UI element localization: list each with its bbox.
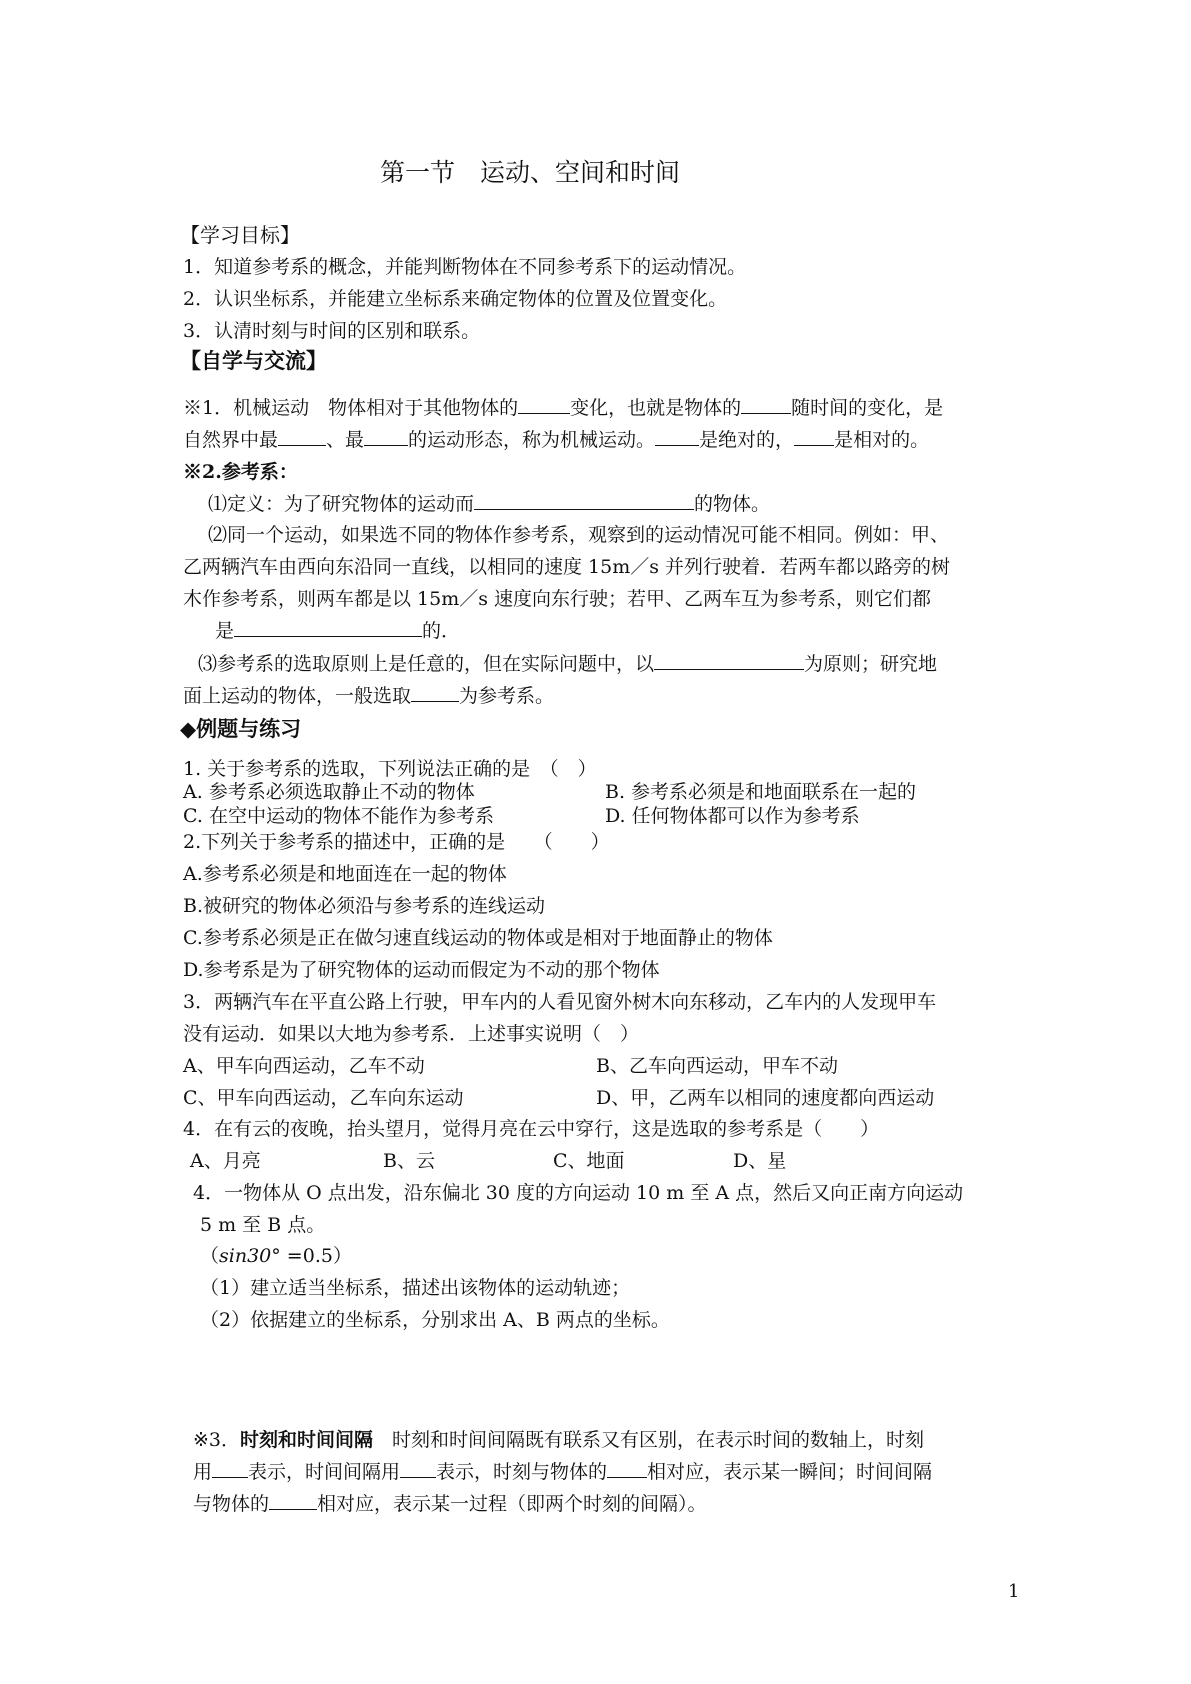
time-interval-line-3: 与物体的 相对应，表示某一过程（即两个时刻的间隔）。 [193, 1493, 707, 1515]
objective-item: 3．认清时刻与时间的区别和联系。 [183, 320, 481, 342]
option-a: A.参考系必须是和地面连在一起的物体 [183, 863, 507, 885]
sub-question: （1）建立适当坐标系，描述出该物体的运动轨迹； [200, 1277, 631, 1299]
question-stem: 2.下列关于参考系的描述中，正确的是 （ ） [183, 831, 610, 853]
objective-item: 1．知道参考系的概念，并能判断物体在不同参考系下的运动情况。 [183, 256, 747, 278]
option-a: A、甲车向西运动，乙车不动 [183, 1055, 425, 1077]
question-stem: 4．在有云的夜晚，抬头望月，觉得月亮在云中穿行，这是选取的参考系是（ ） [183, 1118, 880, 1140]
mechanical-motion-line-2: 自然界中最 、最 的运动形态，称为机械运动。 是绝对的， 是相对的。 [183, 429, 930, 451]
option-b: B、云 [383, 1150, 435, 1172]
question-stem: 5 m 至 B 点。 [200, 1214, 326, 1236]
option-c: C. 在空中运动的物体不能作为参考系 [183, 805, 494, 827]
fill-blank[interactable] [269, 1492, 317, 1510]
paragraph-line: ⑶参考系的选取原则上是任意的，但在实际问题中，以 为原则；研究地 [198, 653, 938, 675]
fill-blank[interactable] [741, 396, 791, 414]
option-c: C、甲车向西运动，乙车向东运动 [183, 1087, 464, 1109]
option-b: B、乙车向西运动，甲车不动 [596, 1055, 838, 1077]
time-interval-line-1: ※3．时刻和时间间隔 时刻和时间间隔既有联系又有区别，在表示时间的数轴上，时刻 [193, 1429, 925, 1451]
mechanical-motion-line-1: ※1．机械运动 物体相对于其他物体的 变化，也就是物体的 随时间的变化，是 [183, 397, 944, 419]
question-stem: 1. 关于参考系的选取，下列说法正确的是 （ ） [183, 758, 597, 780]
paragraph-line: 乙两辆汽车由西向东沿同一直线，以相同的速度 15m／s 并列行驶着．若两车都以路旁的树 [183, 556, 951, 578]
formula-note: （sin30° =0.5） [200, 1245, 352, 1267]
fill-blank[interactable] [278, 428, 326, 446]
fill-blank[interactable] [400, 1460, 436, 1478]
objective-item: 2．认识坐标系，并能建立坐标系来确定物体的位置及位置变化。 [183, 288, 728, 310]
page-number: 1 [1008, 1581, 1020, 1602]
option-a: A. 参考系必须选取静止不动的物体 [183, 781, 475, 803]
option-d: D.参考系是为了研究物体的运动而假定为不动的那个物体 [183, 959, 660, 981]
option-d: D. 任何物体都可以作为参考系 [605, 805, 860, 827]
fill-blank[interactable] [654, 652, 804, 670]
option-b: B. 参考系必须是和地面联系在一起的 [605, 781, 917, 803]
question-stem: 4．一物体从 O 点出发，沿东偏北 30 度的方向运动 10 m 至 A 点，然后又向正南方向运动 [193, 1182, 964, 1204]
fill-blank[interactable] [411, 684, 459, 702]
paragraph-line: ⑵同一个运动，如果选不同的物体作参考系，观察到的运动情况可能不相同。例如：甲、 [208, 524, 950, 546]
fill-blank[interactable] [234, 619, 422, 637]
sub-question: （2）依据建立的坐标系，分别求出 A、B 两点的坐标。 [200, 1309, 670, 1331]
option-d: D、星 [733, 1150, 787, 1172]
option-a: A、月亮 [190, 1150, 261, 1172]
objectives-heading: 【学习目标】 [180, 223, 300, 247]
fill-blank[interactable] [655, 428, 699, 446]
paragraph-line: 面上运动的物体，一般选取 为参考系。 [183, 685, 555, 707]
paragraph-line: 木作参考系，则两车都是以 15m／s 速度向东行驶；若甲、乙两车互为参考系，则它们都 [183, 588, 932, 610]
reference-frame-definition: ⑴定义：为了研究物体的运动而 的物体。 [208, 493, 771, 515]
question-stem: 没有运动．如果以大地为参考系．上述事实说明（ ） [183, 1023, 640, 1045]
fill-blank[interactable] [794, 428, 834, 446]
reference-frame-heading: ※2.参考系： [183, 461, 298, 483]
examples-heading: ◆例题与练习 [180, 717, 302, 741]
fill-blank[interactable] [518, 396, 570, 414]
option-c: C、地面 [553, 1150, 625, 1172]
time-interval-line-2: 用 表示，时间间隔用 表示，时刻与物体的 相对应，表示某一瞬间；时间间隔 [193, 1461, 933, 1483]
question-stem: 3．两辆汽车在平直公路上行驶，甲车内的人看见窗外树木向东移动，乙车内的人发现甲车 [183, 991, 937, 1013]
paragraph-line: 是 的． [215, 620, 461, 642]
fill-blank[interactable] [364, 428, 408, 446]
fill-blank[interactable] [474, 492, 694, 510]
option-d: D、甲，乙两车以相同的速度都向西运动 [596, 1087, 935, 1109]
page-title: 第一节 运动、空间和时间 [380, 158, 681, 187]
option-b: B.被研究的物体必须沿与参考系的连线运动 [183, 895, 546, 917]
fill-blank[interactable] [212, 1460, 248, 1478]
selfstudy-heading: 【自学与交流】 [180, 349, 327, 373]
fill-blank[interactable] [607, 1460, 647, 1478]
option-c: C.参考系必须是正在做匀速直线运动的物体或是相对于地面静止的物体 [183, 927, 773, 949]
